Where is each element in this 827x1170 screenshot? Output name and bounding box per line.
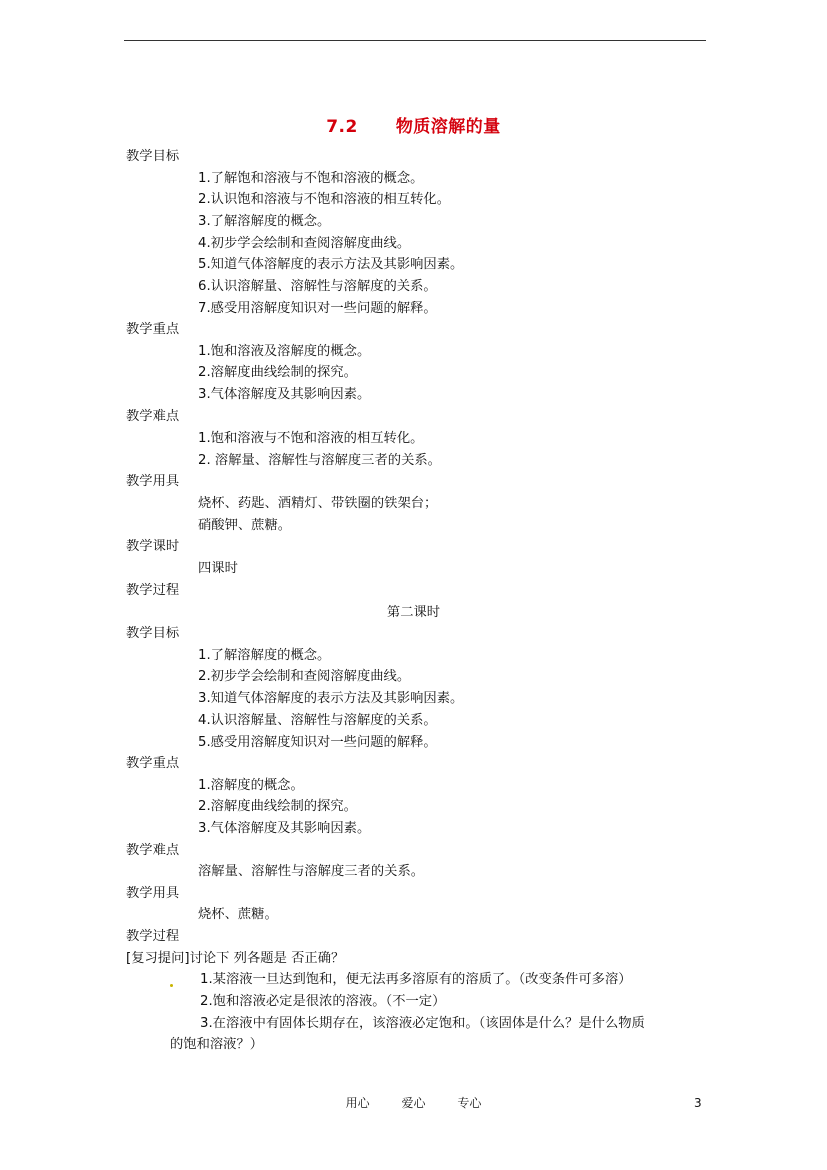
list-item: 硝酸钾、蔗糖。	[198, 518, 292, 533]
list-item: 2.认识饱和溶液与不饱和溶液的相互转化。	[198, 192, 451, 207]
list-item: 2.溶解度曲线绘制的探究。	[198, 799, 357, 814]
section-heading: 教学重点	[126, 322, 180, 337]
list-item: 3.在溶液中有固体长期存在，该溶液必定饱和。（该固体是什么？是什么物质	[200, 1016, 645, 1031]
section-heading: 教学难点	[126, 409, 180, 424]
footer-word: 专心	[457, 1096, 482, 1110]
header-rule	[124, 40, 706, 41]
list-item: 2.饱和溶液必定是很浓的溶液。（不一定）	[200, 994, 446, 1009]
list-item: 1.了解饱和溶液与不饱和溶液的概念。	[198, 171, 424, 186]
list-item: 溶解量、溶解性与溶解度三者的关系。	[198, 864, 425, 879]
section-heading: 教学难点	[126, 843, 180, 858]
section-heading: 教学目标	[126, 626, 180, 641]
lesson-subtitle: 第二课时	[386, 605, 441, 620]
list-item: 3.知道气体溶解度的表示方法及其影响因素。	[198, 691, 464, 706]
list-item: 3.了解溶解度的概念。	[198, 214, 331, 229]
list-item: 2. 溶解量、溶解性与溶解度三者的关系。	[198, 453, 441, 468]
list-item: 烧杯、蔗糖。	[198, 907, 278, 922]
list-item: 4.初步学会绘制和查阅溶解度曲线。	[198, 236, 411, 251]
list-item: 烧杯、药匙、酒精灯、带铁圈的铁架台；	[198, 496, 438, 511]
list-item: 2.溶解度曲线绘制的探究。	[198, 365, 357, 380]
section-heading: 教学目标	[126, 149, 180, 164]
section-heading: 教学用具	[126, 886, 180, 901]
section-number: 7.2	[326, 117, 358, 137]
bullet-dot-icon	[170, 984, 173, 987]
list-item: 1.某溶液一旦达到饱和，便无法再多溶原有的溶质了。（改变条件可多溶）	[200, 972, 632, 987]
review-prompt: [复习提问]讨论下 列各题是 否正确？	[126, 951, 345, 966]
page-number: 3	[694, 1096, 702, 1110]
section-heading: 教学重点	[126, 756, 180, 771]
list-item: 3.气体溶解度及其影响因素。	[198, 387, 371, 402]
list-item: 1.饱和溶液及溶解度的概念。	[198, 344, 371, 359]
section-title: 物质溶解的量	[395, 117, 501, 137]
list-item: 7.感受用溶解度知识对一些问题的解释。	[198, 301, 437, 316]
list-item: 5.知道气体溶解度的表示方法及其影响因素。	[198, 257, 464, 272]
list-item: 四课时	[198, 561, 238, 576]
footer-word: 爱心	[401, 1096, 426, 1110]
list-item: 6.认识溶解量、溶解性与溶解度的关系。	[198, 279, 437, 294]
list-item: 3.气体溶解度及其影响因素。	[198, 821, 371, 836]
list-item: 1.溶解度的概念。	[198, 778, 304, 793]
list-item: 4.认识溶解量、溶解性与溶解度的关系。	[198, 713, 437, 728]
footer-slogan	[0, 1095, 827, 1111]
list-item: 2.初步学会绘制和查阅溶解度曲线。	[198, 669, 411, 684]
page-title	[0, 112, 827, 137]
list-item: 1.了解溶解度的概念。	[198, 648, 331, 663]
list-item-continuation: 的饱和溶液？）	[170, 1037, 264, 1052]
section-heading: 教学用具	[126, 474, 180, 489]
section-heading: 教学过程	[126, 583, 180, 598]
list-item: 5.感受用溶解度知识对一些问题的解释。	[198, 735, 437, 750]
list-item: 1.饱和溶液与不饱和溶液的相互转化。	[198, 431, 424, 446]
section-heading: 教学课时	[126, 539, 180, 554]
footer-word: 用心	[345, 1096, 370, 1110]
section-heading: 教学过程	[126, 929, 180, 944]
